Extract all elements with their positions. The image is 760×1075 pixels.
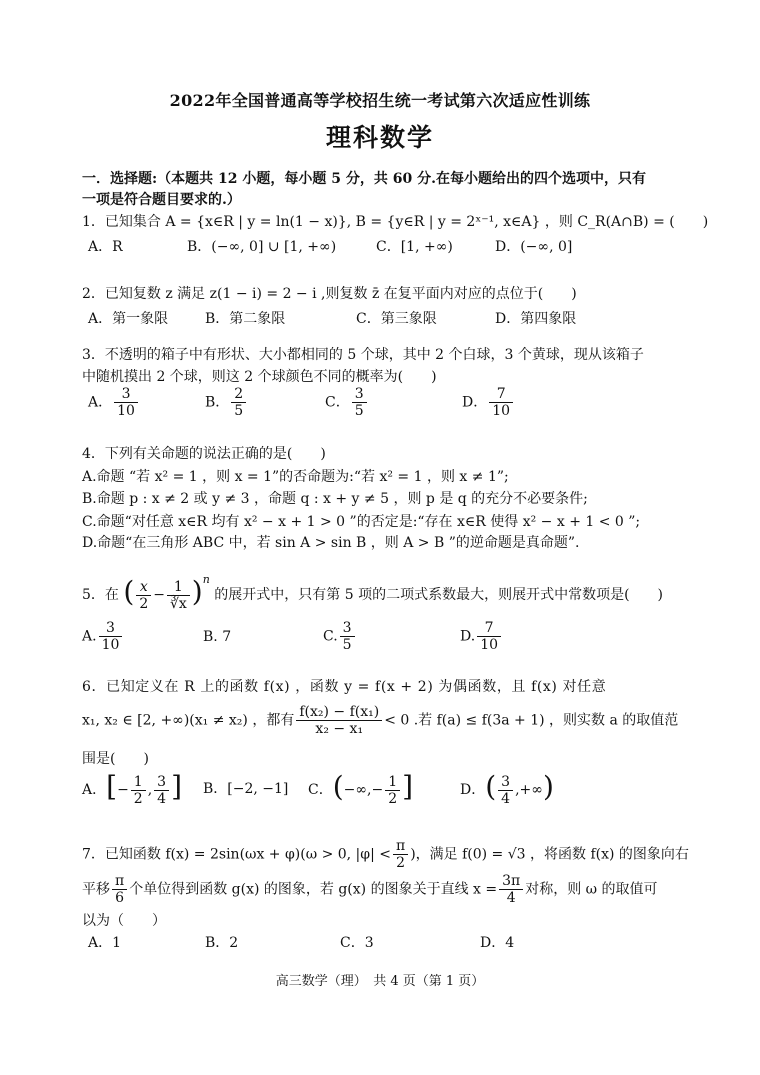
q7-option-b: B．2 <box>205 935 239 951</box>
q3-option-d: D． $\frac{7}{10}$ <box>462 386 515 419</box>
fraction: $\frac{3}{4}$ <box>498 774 513 807</box>
q7-option-c: C．3 <box>340 935 374 951</box>
q4-option-d: D.命题“在三角形 ABC 中，若 sin A > sin B ，则 A > B ”的逆命题是真命题”. <box>82 535 580 551</box>
fraction: $\frac{x}{2}$ <box>136 579 151 612</box>
paren-open: ( <box>123 575 135 608</box>
fraction: $\frac{\text{f(x₂) − f(x₁)}}{\text{x₂ − x₁}}$ <box>296 704 382 737</box>
q3-stem-line2: 中随机摸出 2 个球，则这 2 个球颜色不同的概率为( ) <box>82 369 437 385</box>
q7-line1: 7．已知函数 f(x) = 2sin(ωx + φ)(ω > 0, |φ| < $\frac{\pi}{2}$ )，满足 f(0) = √3 ，将函数 f(x) 的图象向右 <box>82 838 689 871</box>
q6-option-c: C．(−∞,− $\frac{1}{2}$ ] <box>308 770 414 807</box>
fraction: $\frac{1}{2}$ <box>131 774 146 807</box>
fraction: $\frac{3}{10}$ <box>99 620 123 653</box>
fraction: $\frac{3\pi}{4}$ <box>499 873 523 906</box>
q7-option-a: A．1 <box>88 935 122 951</box>
fraction: $\frac{\pi}{6}$ <box>112 873 127 906</box>
fraction: $\frac{7}{10}$ <box>489 386 513 419</box>
fraction: $\frac{3}{5}$ <box>352 386 367 419</box>
q6-line1: 6．已知定义在 R 上的函数 f(x) ，函数 y = f(x + 2) 为偶函数，且 f(x) 对任意 <box>82 679 607 695</box>
q1-option-b: B．(−∞, 0] ∪ [1, +∞) <box>187 239 337 255</box>
q5-option-a: A. $\frac{3}{10}$ <box>82 620 124 653</box>
q6-option-b: B．[−2, −1] <box>203 781 289 797</box>
q3-option-a: A． $\frac{3}{10}$ <box>88 386 140 419</box>
q1-stem: 1．已知集合 A = {x∈R | y = ln(1 − x)}, B = {y∈R | y = 2ˣ⁻¹, x∈A} ，则 C_R(A∩B) = ( ) <box>82 214 709 230</box>
q3-option-b: B． $\frac{2}{5}$ <box>205 386 248 419</box>
q7-line2: 平移 $\frac{\pi}{6}$ 个单位得到函数 g(x) 的图象，若 g(x) 的图象关于直线 x = $\frac{3\pi}{4}$ 对称，则 ω 的取值可 <box>82 873 658 906</box>
fraction: $\frac{1}{2}$ <box>385 774 400 807</box>
q5-option-c: C. $\frac{3}{5}$ <box>323 620 357 653</box>
page-footer: 高三数学（理） 共 4 页（第 1 页） <box>275 974 485 989</box>
fraction: $\frac{3}{5}$ <box>340 620 355 653</box>
fraction: $\frac{1}{∛x}$ <box>167 579 190 612</box>
q5-option-d: D. $\frac{7}{10}$ <box>460 620 503 653</box>
q2-stem: 2．已知复数 z 满足 z(1 − i) = 2 − i ,则复数 z̄ 在复平面内对应的点位于( ) <box>82 286 577 302</box>
q3-option-c: C． $\frac{3}{5}$ <box>325 386 369 419</box>
q3-stem-line1: 3．不透明的箱子中有形状、大小都相同的 5 个球，其中 2 个白球，3 个黄球，现从该箱子 <box>82 347 644 363</box>
exam-title: 2022年全国普通高等学校招生统一考试第六次适应性训练 <box>169 91 591 110</box>
q5-option-b: B. 7 <box>203 629 232 645</box>
fraction: $\frac{3}{10}$ <box>114 386 138 419</box>
section-heading-cont: 一项是符合题目要求的.） <box>82 192 241 208</box>
q1-option-d: D．(−∞, 0] <box>495 239 573 255</box>
q4-option-b: B.命题 p : x ≠ 2 或 y ≠ 3 ，命题 q : x + y ≠ 5 ，则 p 是 q 的充分不必要条件; <box>82 491 588 507</box>
paren-close: ) <box>191 575 203 608</box>
section-heading: 一．选择题:（本题共 12 小题，每小题 5 分，共 60 分.在每小题给出的四个选项中，只有 <box>82 171 646 187</box>
fraction: $\frac{7}{10}$ <box>477 620 501 653</box>
q4-option-a: A.命题 “若 x² = 1 ，则 x = 1”的否命题为:“若 x² = 1 ，则 x ≠ 1”; <box>82 469 509 485</box>
q4-stem: 4．下列有关命题的说法正确的是( ) <box>82 446 326 462</box>
q6-option-d: D．( $\frac{3}{4}$ ,+∞) <box>460 770 554 807</box>
fraction: $\frac{\pi}{2}$ <box>393 838 408 871</box>
fraction: $\frac{2}{5}$ <box>231 386 246 419</box>
q2-option-a: A．第一象限 <box>88 311 169 327</box>
q2-option-d: D．第四象限 <box>495 311 577 327</box>
q6-line3: 围是( ) <box>82 751 149 767</box>
q7-line3: 以为（ ） <box>82 913 166 929</box>
q6-option-a: A．[− $\frac{1}{2}$ , $\frac{3}{4}$ ] <box>82 770 183 807</box>
q1-option-a: A．R <box>88 239 123 255</box>
q6-line2: x₁, x₂ ∈ [2, +∞)(x₁ ≠ x₂) ，都有 $\frac{\text{f(x₂) − f(x₁)}}{\text{x₂ − x₁}}$ < 0 .若 f(a) ≤ f(3a + 1) ，则实数 a 的取值范 <box>82 704 679 737</box>
fraction: $\frac{3}{4}$ <box>154 774 169 807</box>
q4-option-c: C.命题“对任意 x∈R 均有 x² − x + 1 > 0 ”的否定是:“存在 x∈R 使得 x² − x + 1 < 0 ”; <box>82 514 641 530</box>
q7-option-d: D．4 <box>480 935 515 951</box>
q2-option-c: C．第三象限 <box>356 311 437 327</box>
q5-stem: 5．在 ( $\frac{x}{2}$ − $\frac{1}{∛x}$ )$^n$ 的展开式中，只有第 5 项的二项式系数最大，则展开式中常数项是( ) <box>82 573 664 612</box>
subject-title: 理科数学 <box>325 123 434 152</box>
q2-option-b: B．第二象限 <box>205 311 286 327</box>
q1-option-c: C．[1, +∞) <box>376 239 453 255</box>
